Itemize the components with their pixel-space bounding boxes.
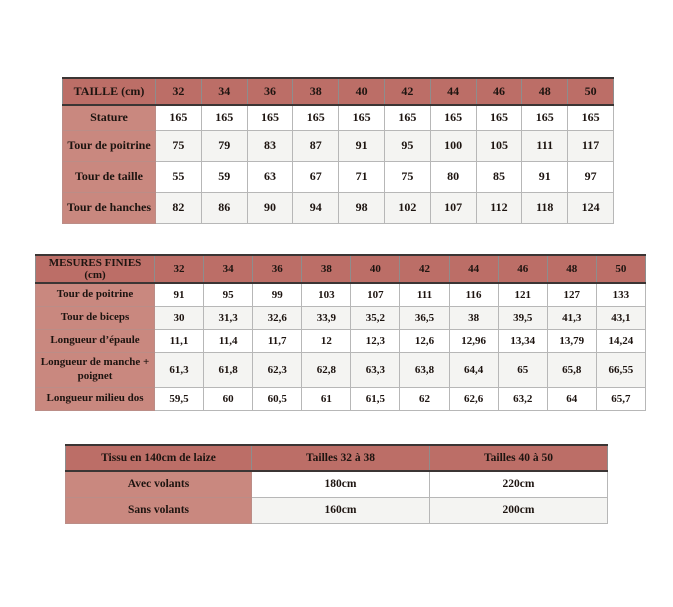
value-cell: 124 (568, 192, 614, 223)
value-cell: 61,3 (155, 352, 204, 387)
column-header-cell: 46 (476, 78, 522, 105)
table-row (63, 105, 614, 130)
value-cell: 59 (201, 161, 247, 192)
row-label-cell: Stature (63, 105, 156, 130)
value-cell: 86 (201, 192, 247, 223)
row-label-cell: Longueur milieu dos (36, 387, 155, 410)
column-header-cell: 46 (498, 255, 547, 283)
value-cell: 75 (384, 161, 430, 192)
value-cell: 103 (302, 283, 351, 306)
value-cell: 59,5 (155, 387, 204, 410)
value-cell: 165 (293, 105, 339, 130)
value-cell: 105 (476, 130, 522, 161)
column-header-cell: 42 (400, 255, 449, 283)
taille-table (62, 77, 614, 224)
value-cell: 165 (430, 105, 476, 130)
value-cell: 63,8 (400, 352, 449, 387)
value-cell: 63,3 (351, 352, 400, 387)
column-header-cell: 38 (293, 78, 339, 105)
value-cell: 63,2 (498, 387, 547, 410)
column-header-cell: 32 (156, 78, 202, 105)
row-label-cell: Avec volants (66, 471, 252, 497)
value-cell: 102 (384, 192, 430, 223)
value-cell: 79 (201, 130, 247, 161)
value-cell: 62,3 (253, 352, 302, 387)
value-cell: 165 (201, 105, 247, 130)
value-cell: 71 (339, 161, 385, 192)
table-row (36, 306, 646, 329)
row-label-cell: Tour de biceps (36, 306, 155, 329)
table-row (63, 130, 614, 161)
value-cell: 91 (339, 130, 385, 161)
value-cell: 100 (430, 130, 476, 161)
column-header-cell: 40 (351, 255, 400, 283)
value-cell: 67 (293, 161, 339, 192)
column-header-cell: 48 (547, 255, 596, 283)
value-cell: 63 (247, 161, 293, 192)
value-cell: 13,79 (547, 329, 596, 352)
table-row (36, 352, 646, 387)
table-row (36, 329, 646, 352)
value-cell: 11,1 (155, 329, 204, 352)
column-header-cell: 40 (339, 78, 385, 105)
row-label-cell: Longueur d’épaule (36, 329, 155, 352)
value-cell: 31,3 (204, 306, 253, 329)
table-title-cell: Tissu en 140cm de laize (66, 445, 252, 471)
column-header-cell: Tailles 40 à 50 (430, 445, 608, 471)
value-cell: 165 (156, 105, 202, 130)
value-cell: 91 (522, 161, 568, 192)
value-cell: 80 (430, 161, 476, 192)
value-cell: 127 (547, 283, 596, 306)
value-cell: 83 (247, 130, 293, 161)
row-label-cell: Sans volants (66, 497, 252, 523)
row-label-cell: Longueur de manche + poignet (36, 352, 155, 387)
value-cell: 12,3 (351, 329, 400, 352)
value-cell: 133 (596, 283, 645, 306)
column-header-cell: 34 (201, 78, 247, 105)
value-cell: 160cm (252, 497, 430, 523)
value-cell: 65,7 (596, 387, 645, 410)
value-cell: 39,5 (498, 306, 547, 329)
value-cell: 165 (339, 105, 385, 130)
value-cell: 65,8 (547, 352, 596, 387)
value-cell: 95 (384, 130, 430, 161)
value-cell: 43,1 (596, 306, 645, 329)
value-cell: 180cm (252, 471, 430, 497)
value-cell: 107 (430, 192, 476, 223)
value-cell: 98 (339, 192, 385, 223)
table-row (36, 387, 646, 410)
value-cell: 61,8 (204, 352, 253, 387)
column-header-cell: 32 (155, 255, 204, 283)
value-cell: 64 (547, 387, 596, 410)
value-cell: 112 (476, 192, 522, 223)
value-cell: 97 (568, 161, 614, 192)
value-cell: 38 (449, 306, 498, 329)
value-cell: 66,55 (596, 352, 645, 387)
table-row (63, 192, 614, 223)
value-cell: 62,8 (302, 352, 351, 387)
value-cell: 36,5 (400, 306, 449, 329)
value-cell: 64,4 (449, 352, 498, 387)
value-cell: 62,6 (449, 387, 498, 410)
value-cell: 11,7 (253, 329, 302, 352)
value-cell: 14,24 (596, 329, 645, 352)
value-cell: 107 (351, 283, 400, 306)
column-header-cell: 50 (568, 78, 614, 105)
value-cell: 87 (293, 130, 339, 161)
table-title-cell: MESURES FINIES (cm) (36, 255, 155, 283)
value-cell: 220cm (430, 471, 608, 497)
value-cell: 30 (155, 306, 204, 329)
value-cell: 200cm (430, 497, 608, 523)
value-cell: 85 (476, 161, 522, 192)
table-row (63, 161, 614, 192)
table-row (66, 497, 608, 523)
value-cell: 60 (204, 387, 253, 410)
value-cell: 121 (498, 283, 547, 306)
column-header-cell: 42 (384, 78, 430, 105)
value-cell: 118 (522, 192, 568, 223)
value-cell: 65 (498, 352, 547, 387)
value-cell: 111 (522, 130, 568, 161)
table-row (36, 283, 646, 306)
column-header-cell: 50 (596, 255, 645, 283)
mesures-finies-table (35, 254, 646, 411)
value-cell: 55 (156, 161, 202, 192)
row-label-cell: Tour de hanches (63, 192, 156, 223)
column-header-cell: 38 (302, 255, 351, 283)
value-cell: 12,96 (449, 329, 498, 352)
value-cell: 99 (253, 283, 302, 306)
value-cell: 12,6 (400, 329, 449, 352)
value-cell: 165 (384, 105, 430, 130)
row-label-cell: Tour de taille (63, 161, 156, 192)
value-cell: 165 (568, 105, 614, 130)
row-label-cell: Tour de poitrine (36, 283, 155, 306)
row-label-cell: Tour de poitrine (63, 130, 156, 161)
value-cell: 13,34 (498, 329, 547, 352)
column-header-cell: 34 (204, 255, 253, 283)
value-cell: 61 (302, 387, 351, 410)
value-cell: 116 (449, 283, 498, 306)
value-cell: 94 (293, 192, 339, 223)
value-cell: 165 (247, 105, 293, 130)
column-header-cell: 36 (247, 78, 293, 105)
value-cell: 95 (204, 283, 253, 306)
value-cell: 90 (247, 192, 293, 223)
value-cell: 32,6 (253, 306, 302, 329)
header-row (63, 78, 614, 105)
column-header-cell: 36 (253, 255, 302, 283)
value-cell: 12 (302, 329, 351, 352)
value-cell: 165 (476, 105, 522, 130)
value-cell: 91 (155, 283, 204, 306)
value-cell: 75 (156, 130, 202, 161)
header-row (66, 445, 608, 471)
value-cell: 61,5 (351, 387, 400, 410)
value-cell: 62 (400, 387, 449, 410)
value-cell: 165 (522, 105, 568, 130)
value-cell: 111 (400, 283, 449, 306)
column-header-cell: 44 (430, 78, 476, 105)
value-cell: 11,4 (204, 329, 253, 352)
table-title-cell: TAILLE (cm) (63, 78, 156, 105)
value-cell: 117 (568, 130, 614, 161)
value-cell: 60,5 (253, 387, 302, 410)
column-header-cell: Tailles 32 à 38 (252, 445, 430, 471)
header-row (36, 255, 646, 283)
column-header-cell: 48 (522, 78, 568, 105)
value-cell: 82 (156, 192, 202, 223)
value-cell: 35,2 (351, 306, 400, 329)
table-row (66, 471, 608, 497)
value-cell: 41,3 (547, 306, 596, 329)
value-cell: 33,9 (302, 306, 351, 329)
column-header-cell: 44 (449, 255, 498, 283)
tissu-table (65, 444, 608, 524)
